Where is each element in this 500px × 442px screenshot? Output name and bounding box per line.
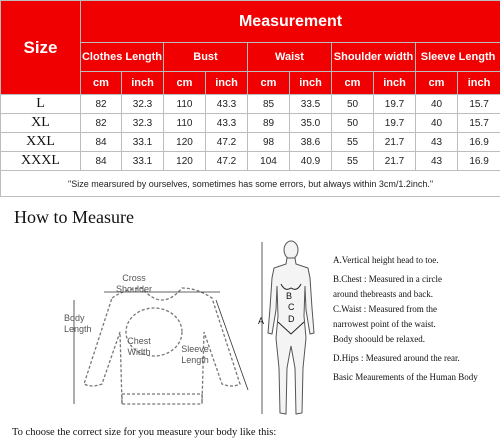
measurement-value: 40.9 bbox=[290, 152, 332, 171]
unit-header: inch bbox=[122, 72, 164, 95]
measurement-value: 16.9 bbox=[458, 133, 500, 152]
footer-instruction: To choose the correct size for you measure your body like this: bbox=[12, 427, 277, 438]
size-label: XXXL bbox=[1, 152, 81, 171]
size-label: XXL bbox=[1, 133, 81, 152]
unit-header: cm bbox=[416, 72, 458, 95]
category-header: Shoulder width bbox=[332, 43, 416, 72]
measurement-value: 47.2 bbox=[206, 152, 248, 171]
body-silhouette bbox=[268, 258, 314, 414]
sleeve-length-line bbox=[216, 300, 248, 390]
measurement-value: 43 bbox=[416, 133, 458, 152]
measurement-value: 120 bbox=[164, 133, 206, 152]
note-basic: Basic Meaurements of the Human Body bbox=[333, 372, 478, 382]
size-row bbox=[1, 152, 500, 171]
measurement-value: 33.1 bbox=[122, 152, 164, 171]
measurement-value: 16.9 bbox=[458, 152, 500, 171]
measurement-value: 21.7 bbox=[374, 152, 416, 171]
measurement-value: 19.7 bbox=[374, 95, 416, 114]
how-to-measure-title: How to Measure bbox=[14, 207, 134, 227]
size-label: XL bbox=[1, 114, 81, 133]
measurement-value: 43 bbox=[416, 152, 458, 171]
note-waist-relax: Body shoould be relaxed. bbox=[333, 334, 425, 344]
unit-header: cm bbox=[332, 72, 374, 95]
sleeve-length-label: Sleeve Length bbox=[181, 344, 209, 365]
size-rows bbox=[1, 95, 500, 171]
unit-header: cm bbox=[81, 72, 122, 95]
measurement-value: 84 bbox=[81, 133, 122, 152]
size-label: L bbox=[1, 95, 81, 114]
unit-header: cm bbox=[164, 72, 206, 95]
body-label-d: D bbox=[288, 314, 295, 324]
measurement-value: 33.1 bbox=[122, 133, 164, 152]
measurement-value: 89 bbox=[248, 114, 290, 133]
measurement-value: 21.7 bbox=[374, 133, 416, 152]
note-hips: D.Hips : Measured around the rear. bbox=[333, 353, 460, 363]
note-chest-detail: around thebreasts and back. bbox=[333, 289, 433, 299]
category-header: Sleeve Length bbox=[416, 43, 500, 72]
measurement-value: 110 bbox=[164, 95, 206, 114]
category-header: Clothes Length bbox=[81, 43, 164, 72]
size-chart-table bbox=[0, 0, 500, 197]
sweater-hem bbox=[122, 394, 202, 404]
measurement-value: 55 bbox=[332, 152, 374, 171]
note-chest: B.Chest : Measured in a circle bbox=[333, 274, 442, 284]
note-height: A.Vertical height head to toe. bbox=[333, 255, 439, 265]
measurement-value: 120 bbox=[164, 152, 206, 171]
sweater-outline bbox=[84, 288, 240, 404]
size-row bbox=[1, 95, 500, 114]
garment-diagram bbox=[62, 262, 265, 412]
size-row bbox=[1, 133, 500, 152]
measurement-value: 47.2 bbox=[206, 133, 248, 152]
category-header: Waist bbox=[248, 43, 332, 72]
measurement-notes bbox=[333, 253, 498, 385]
measurement-value: 50 bbox=[332, 114, 374, 133]
measurement-value: 104 bbox=[248, 152, 290, 171]
unit-header: inch bbox=[206, 72, 248, 95]
category-header: Bust bbox=[164, 43, 248, 72]
measurement-value: 40 bbox=[416, 114, 458, 133]
size-note: "Size mearsured by ourselves, sometimes has some errors, but always within 3cm/1.2inch." bbox=[1, 171, 500, 197]
measurement-value: 98 bbox=[248, 133, 290, 152]
measurement-value: 40 bbox=[416, 95, 458, 114]
body-figure bbox=[250, 238, 330, 420]
measurement-value: 15.7 bbox=[458, 95, 500, 114]
unit-header: inch bbox=[290, 72, 332, 95]
measurement-value: 50 bbox=[332, 95, 374, 114]
unit-header: cm bbox=[248, 72, 290, 95]
measurement-value: 55 bbox=[332, 133, 374, 152]
size-row bbox=[1, 114, 500, 133]
measurement-value: 43.3 bbox=[206, 114, 248, 133]
measurement-value: 33.5 bbox=[290, 95, 332, 114]
measurement-value: 32.3 bbox=[122, 95, 164, 114]
body-length-label: Body Length bbox=[64, 313, 92, 334]
measurement-value: 110 bbox=[164, 114, 206, 133]
measurement-value: 43.3 bbox=[206, 95, 248, 114]
measurement-value: 35.0 bbox=[290, 114, 332, 133]
measurement-value: 82 bbox=[81, 95, 122, 114]
measurement-value: 38.6 bbox=[290, 133, 332, 152]
measurement-header: Measurement bbox=[81, 1, 500, 43]
measurement-value: 84 bbox=[81, 152, 122, 171]
unit-header: inch bbox=[374, 72, 416, 95]
body-label-a: A bbox=[258, 316, 265, 326]
unit-header: inch bbox=[458, 72, 500, 95]
measurement-value: 19.7 bbox=[374, 114, 416, 133]
body-label-c: C bbox=[288, 302, 295, 312]
measurement-value: 32.3 bbox=[122, 114, 164, 133]
measurement-value: 82 bbox=[81, 114, 122, 133]
cross-shoulder-label: Cross Shoulder bbox=[116, 273, 153, 294]
body-label-b: B bbox=[286, 291, 293, 301]
body-head bbox=[284, 241, 298, 259]
size-header: Size bbox=[1, 1, 81, 95]
note-waist-detail: narrowest point of the waist. bbox=[333, 319, 436, 329]
note-waist: C.Waist : Measured from the bbox=[333, 304, 438, 314]
chest-width-label: Chest Width bbox=[127, 336, 151, 357]
measurement-value: 15.7 bbox=[458, 114, 500, 133]
measurement-value: 85 bbox=[248, 95, 290, 114]
